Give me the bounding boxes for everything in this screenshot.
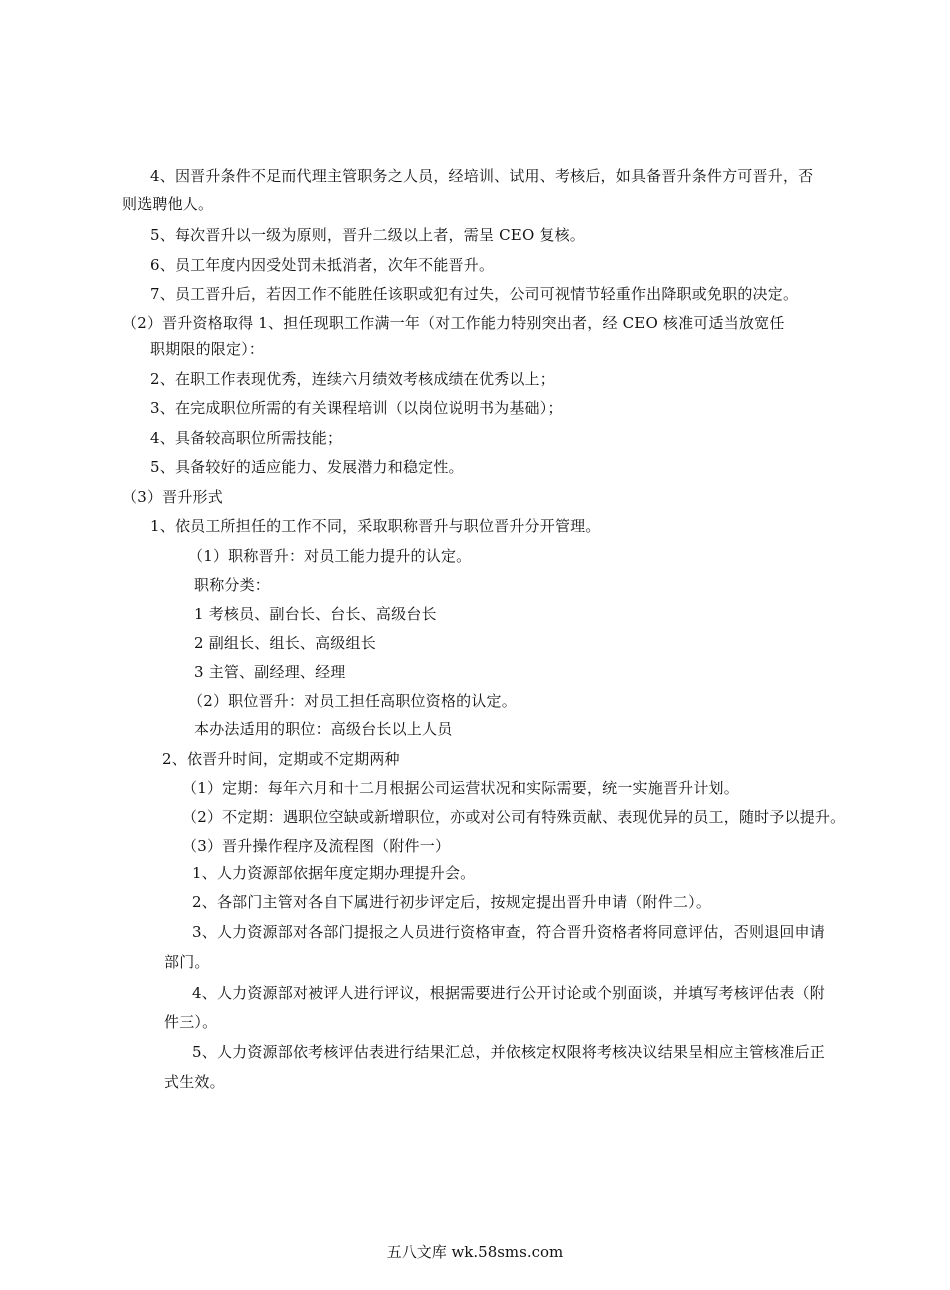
text-line: 5、每次晋升以一级为原则，晋升二级以上者，需呈 CEO 复核。 bbox=[150, 226, 586, 244]
text-line: （2）不定期：遇职位空缺或新增职位，亦或对公司有特殊贡献、表现优异的员工，随时予以提升。 bbox=[182, 808, 846, 826]
text-line: （1）定期：每年六月和十二月根据公司运营状况和实际需要，统一实施晋升计划。 bbox=[182, 779, 739, 797]
text-line: 4、因晋升条件不足而代理主管职务之人员，经培训、试用、考核后，如具备晋升条件方可晋升，否 bbox=[150, 167, 814, 185]
text-line: 1、依员工所担任的工作不同，采取职称晋升与职位晋升分开管理。 bbox=[150, 517, 601, 535]
section-heading: （3）晋升形式 bbox=[122, 488, 223, 506]
text-line: 则选聘他人。 bbox=[122, 195, 214, 213]
text-line: 1 考核员、副台长、台长、高级台长 bbox=[194, 605, 437, 623]
text-line: 2、各部门主管对各自下属进行初步评定后，按规定提出晋升申请（附件二）。 bbox=[192, 893, 712, 911]
text-line: 6、员工年度内因受处罚未抵消者，次年不能晋升。 bbox=[150, 256, 495, 274]
text-line: 件三）。 bbox=[164, 1013, 218, 1031]
text-line: （2）职位晋升：对员工担任高职位资格的认定。 bbox=[188, 692, 517, 710]
text-line: 本办法适用的职位：高级台长以上人员 bbox=[194, 720, 453, 738]
text-line: （2）晋升资格取得 1、担任现职工作满一年（对工作能力特别突出者，经 CEO 核准可适当放宽任 bbox=[122, 314, 785, 332]
text-line: （3）晋升操作程序及流程图（附件一） bbox=[182, 837, 451, 855]
text-line: 部门。 bbox=[164, 953, 210, 971]
text-line: 职称分类： bbox=[194, 576, 271, 594]
text-line: 4、人力资源部对被评人进行评议，根据需要进行公开讨论或个别面谈，并填写考核评估表（附 bbox=[192, 984, 825, 1002]
page-footer: 五八文库 wk.58sms.com bbox=[386, 1243, 564, 1261]
text-line: 4、具备较高职位所需技能； bbox=[150, 429, 343, 447]
text-line: 5、人力资源部依考核评估表进行结果汇总，并依核定权限将考核决议结果呈相应主管核准后正 bbox=[192, 1043, 825, 1061]
text-line: 2、依晋升时间，定期或不定期两种 bbox=[162, 750, 400, 768]
text-line: 职期限的限定）： bbox=[150, 340, 265, 358]
text-line: （1）职称晋升：对员工能力提升的认定。 bbox=[188, 547, 472, 565]
text-line: 3、人力资源部对各部门提报之人员进行资格审查，符合晋升资格者将同意评估，否则退回申请 bbox=[192, 923, 825, 941]
text-line: 5、具备较好的适应能力、发展潜力和稳定性。 bbox=[150, 458, 464, 476]
text-line: 2 副组长、组长、高级组长 bbox=[194, 634, 376, 652]
text-line: 1、人力资源部依据年度定期办理提升会。 bbox=[192, 864, 476, 882]
text-line: 2、在职工作表现优秀，连续六月绩效考核成绩在优秀以上； bbox=[150, 370, 555, 388]
text-line: 3 主管、副经理、经理 bbox=[194, 663, 346, 681]
text-line: 7、员工晋升后，若因工作不能胜任该职或犯有过失，公司可视情节轻重作出降职或免职的决定。 bbox=[150, 285, 799, 303]
text-line: 式生效。 bbox=[164, 1073, 225, 1091]
text-line: 3、在完成职位所需的有关课程培训（以岗位说明书为基础）； bbox=[150, 399, 563, 417]
